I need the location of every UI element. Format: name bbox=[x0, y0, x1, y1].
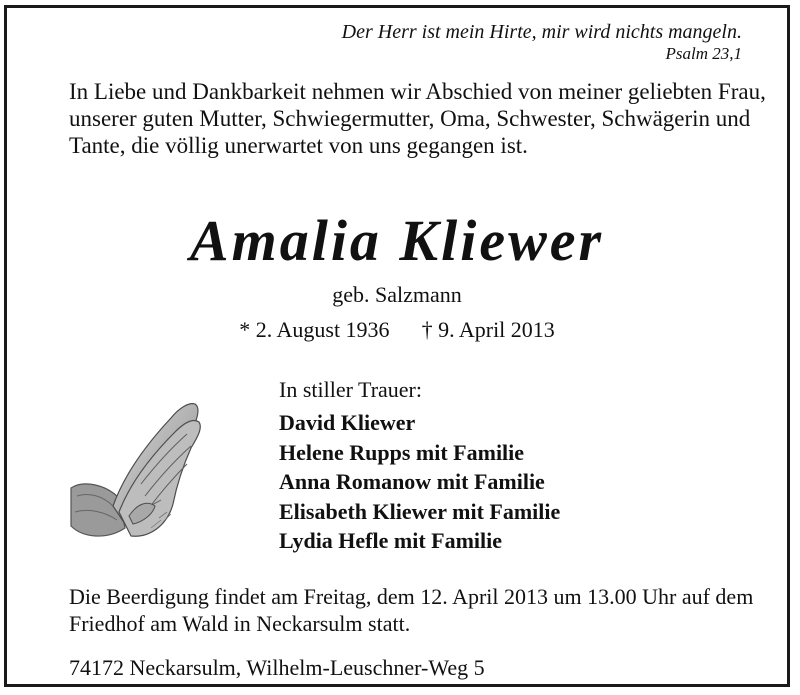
deceased-name: Amalia Kliewer bbox=[189, 208, 605, 273]
list-item: David Kliewer bbox=[279, 410, 416, 435]
list-item: Elisabeth Kliewer mit Familie bbox=[279, 498, 561, 524]
life-dates bbox=[7, 316, 787, 344]
mourning-heading: In stiller Trauer: bbox=[279, 377, 422, 402]
bible-verse bbox=[342, 20, 742, 64]
verse-quote: Der Herr ist mein Hirte, mir wird nichts mangeln. bbox=[341, 21, 742, 43]
praying-hands-icon bbox=[63, 388, 213, 548]
list-item: Helene Rupps mit Familie bbox=[279, 439, 525, 465]
death-date: † 9. April 2013 bbox=[421, 317, 555, 342]
farewell-text: In Liebe und Dankbarkeit nehmen wir Abschied von meiner geliebten Frau, unserer guten Mutter, Schwiegermutter, Oma, Schwester, Schwägerin und Tante, die völlig unerwartet von uns gegangen ist. bbox=[69, 79, 766, 158]
mourners-list bbox=[279, 408, 560, 556]
funeral-details: Die Beerdigung findet am Freitag, dem 12. April 2013 um 13.00 Uhr auf dem Friedhof am Wald in Neckarsulm statt. bbox=[69, 584, 754, 636]
family-address: 74172 Neckarsulm, Wilhelm-Leuschner-Weg 5 bbox=[69, 655, 485, 680]
maiden-name: geb. Salzmann bbox=[332, 282, 462, 307]
verse-reference: Psalm 23,1 bbox=[665, 44, 742, 63]
list-item: Lydia Hefle mit Familie bbox=[279, 528, 503, 553]
birth-date: * 2. August 1936 bbox=[239, 317, 390, 342]
obituary-notice bbox=[4, 5, 790, 687]
list-item: Anna Romanow mit Familie bbox=[279, 469, 545, 494]
